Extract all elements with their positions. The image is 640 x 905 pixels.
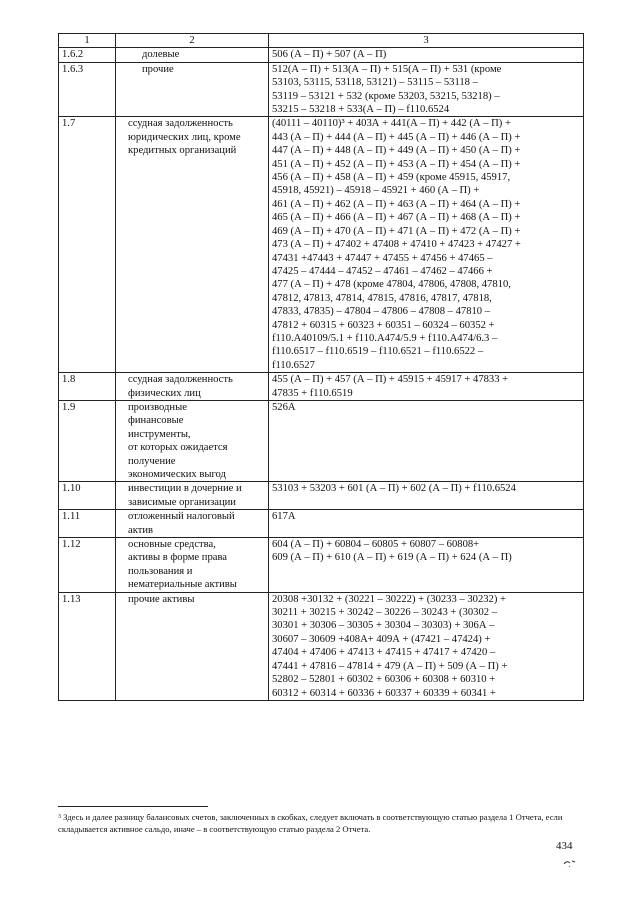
row-formula: (40111 – 40110)³ + 403А + 441(А – П) + 442 (А – П) + 443 (А – П) + 444 (А – П) + 445 (А – П) + 446 (А – П) + 447 (А – П) + 448 (А – П) + 449 (А – П) + 450 (А – П) + 451 (А – П) + 452 (А – П) + 453 (А – П) + 454 (А – П) + 456 (А – П) + 458 (А – П) + 459 (кроме 45915, 45917, 45918, 45921) – 45918 – 45921 + 460 (А – П) + 461 (А – П) + 462 (А – П) + 463 (А – П) + 464 (А – П) + 465 (А – П) + 466 (А – П) + 467 (А – П) + 468 (А – П) + 469 (А – П) + 470 (А – П) + 471 (А – П) + 472 (А – П) + 473 (А – П) + 47402 + 47408 + 47410 + 47423 + 47427 + 47431 +47443 + 47447 + 47455 + 47456 + 47465 – 47425 – 47444 – 47452 – 47461 – 47462 – 47466 + 477 (А – П) + 478 (кроме 47804, 47806, 47808, 47810, 47812, 47813, 47814, 47815, 47816, 47817, 47818, 47833, 47835) – 47804 – 47806 – 47808 – 47810 – 47812 + 60315 + 60323 + 60351 – 60324 – 60352 + f110.А40109/5.1 + f110.А474/5.9 + f110.А474/6.3 – f110.6517 – f110.6519 – f110.6521 – f110.6522 – f110.6527	[269, 117, 584, 373]
row-number: 1.6.2	[59, 48, 116, 62]
row-formula: 512(А – П) + 513(А – П) + 515(А – П) + 531 (кроме 53103, 53115, 53118, 53121) – 53115 – 53118 – 53119 – 53121 + 532 (кроме 53203, 53215, 53218) – 53215 – 53218 + 533(А – П) – f110.6524	[269, 62, 584, 117]
row-name: прочие	[116, 62, 269, 117]
row-name: основные средства, активы в форме права пользования и нематериальные активы	[116, 538, 269, 593]
scan-mark-icon	[563, 858, 577, 868]
row-name: производные финансовые инструменты, от которых ожидается получение экономических выгод	[116, 400, 269, 481]
row-number: 1.13	[59, 592, 116, 700]
table-row	[59, 400, 584, 481]
row-formula: 526А	[269, 400, 584, 481]
table-header-row	[59, 34, 584, 48]
header-cell-3: 3	[269, 34, 584, 48]
row-name: ссудная задолженность юридических лиц, кроме кредитных организаций	[116, 117, 269, 373]
footnote-text: Здесь и далее разницу балансовых счетов, заключенных в скобках, следует включать в соответствующую статью раздела 1 Отчета, если складывается активное сальдо, иначе – в соответствующую статью раздела 2 Отчета.	[58, 812, 563, 834]
table-row	[59, 373, 584, 401]
footnote	[58, 812, 598, 835]
row-name: ссудная задолженность физических лиц	[116, 373, 269, 401]
row-number: 1.11	[59, 510, 116, 538]
footnote-divider	[58, 806, 208, 807]
header-cell-1: 1	[59, 34, 116, 48]
row-number: 1.6.3	[59, 62, 116, 117]
row-formula: 455 (А – П) + 457 (А – П) + 45915 + 45917 + 47833 + 47835 + f110.6519	[269, 373, 584, 401]
balance-formula-table	[58, 33, 584, 701]
row-formula: 53103 + 53203 + 601 (А – П) + 602 (А – П) + f110.6524	[269, 482, 584, 510]
table-row	[59, 62, 584, 117]
table-row	[59, 48, 584, 62]
footnote-marker: 3	[58, 814, 61, 820]
row-formula: 506 (А – П) + 507 (А – П)	[269, 48, 584, 62]
row-formula: 20308 +30132 + (30221 – 30222) + (30233 – 30232) + 30211 + 30215 + 30242 – 30226 – 30243 + (30302 – 30301 + 30306 – 30305 + 30304 – 30303) + 306А – 30607 – 30609 +408А+ 409А + (47421 – 47424) + 47404 + 47406 + 47413 + 47415 + 47417 + 47420 – 47441 + 47816 – 47814 + 479 (А – П) + 509 (А – П) + 52802 – 52801 + 60302 + 60306 + 60308 + 60310 + 60312 + 60314 + 60336 + 60337 + 60339 + 60341 +	[269, 592, 584, 700]
page-number: 434	[556, 840, 573, 852]
row-name: прочие активы	[116, 592, 269, 700]
row-number: 1.8	[59, 373, 116, 401]
row-name: долевые	[116, 48, 269, 62]
row-formula: 604 (А – П) + 60804 – 60805 + 60807 – 60808+ 609 (А – П) + 610 (А – П) + 619 (А – П) + 624 (А – П)	[269, 538, 584, 593]
row-number: 1.9	[59, 400, 116, 481]
row-number: 1.10	[59, 482, 116, 510]
row-number: 1.7	[59, 117, 116, 373]
table-row	[59, 592, 584, 700]
table-row	[59, 482, 584, 510]
row-name: инвестиции в дочерние и зависимые организации	[116, 482, 269, 510]
header-cell-2: 2	[116, 34, 269, 48]
table-row	[59, 538, 584, 593]
table-row	[59, 510, 584, 538]
row-number: 1.12	[59, 538, 116, 593]
row-formula: 617А	[269, 510, 584, 538]
table-row	[59, 117, 584, 373]
row-name: отложенный налоговый актив	[116, 510, 269, 538]
